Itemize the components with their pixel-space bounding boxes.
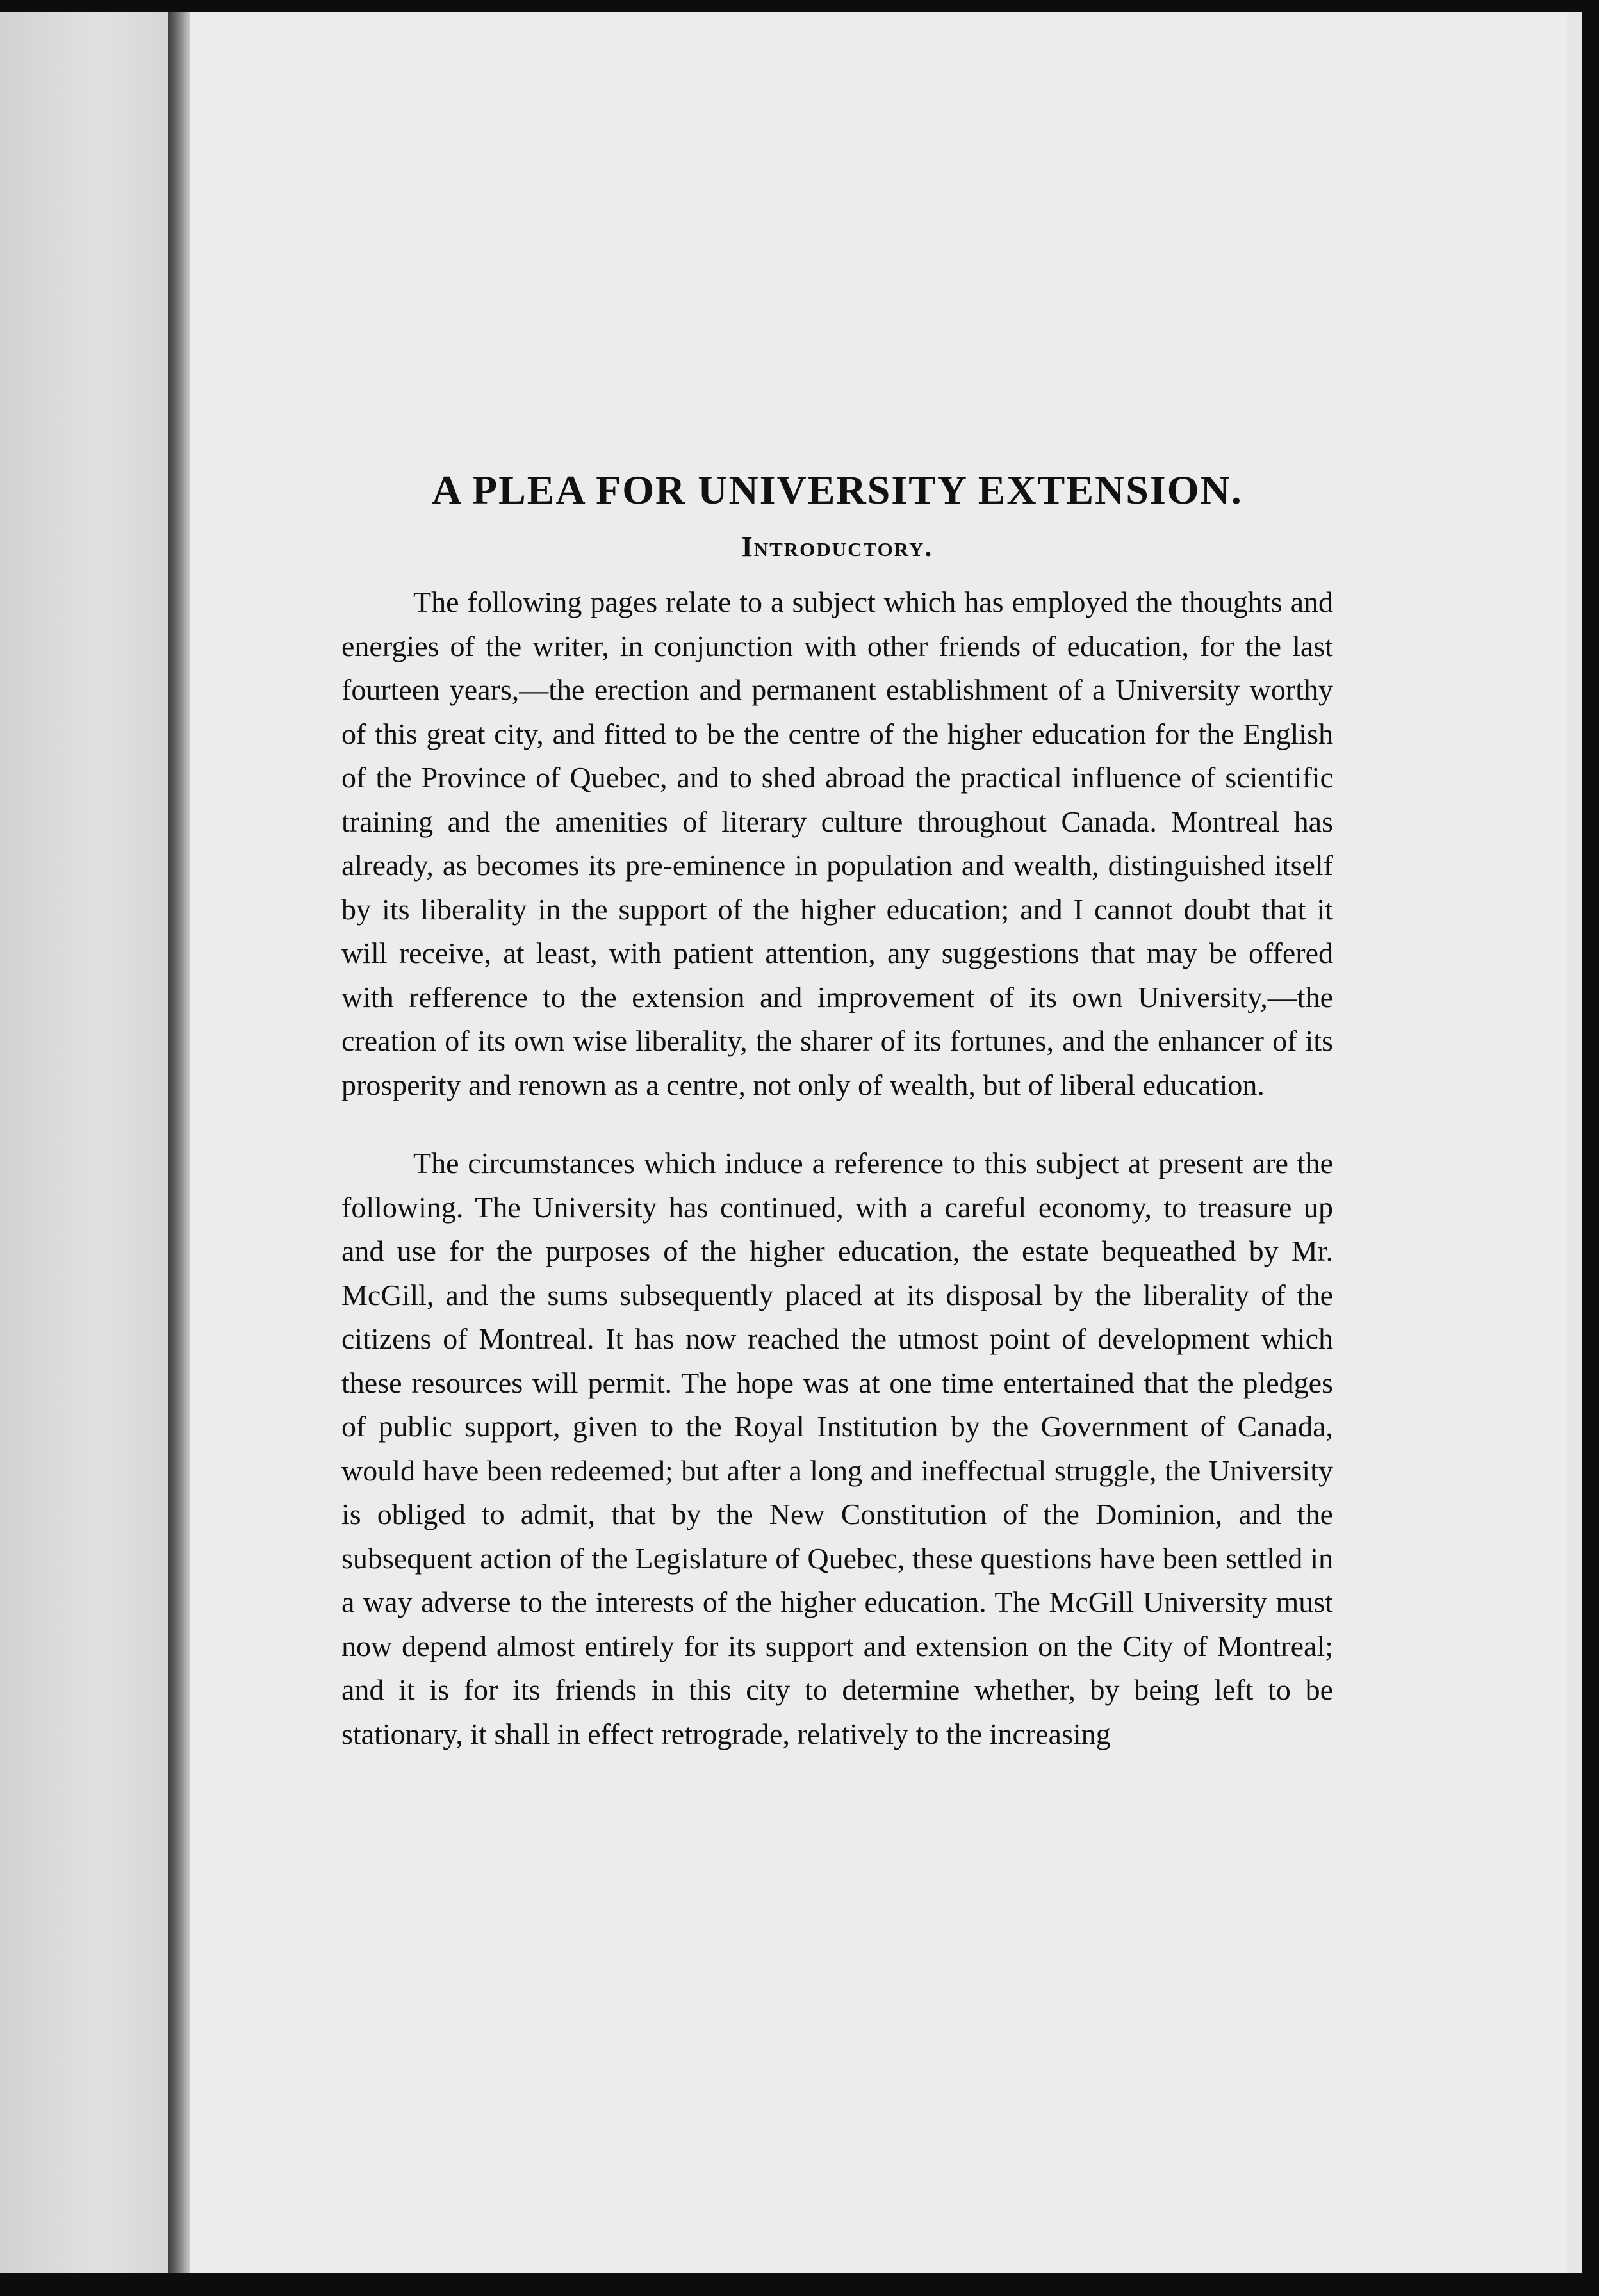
page-content — [341, 461, 1333, 1756]
paragraph-2: The circumstances which induce a reference to this subject at present are the following. The University has continued, with a careful economy, to treasure up and use for the purposes of the higher education, the estate bequeathed by Mr. McGill, and the sums subsequently placed at its disposal by the liberality of the citizens of Montreal. It has now reached the utmost point of development which these resources will permit. The hope was at one time entertained that the pledges of public support, given to the Royal Institution by the Government of Canada, would have been redeemed; but after a long and ineffectual struggle, the University is obliged to admit, that by the New Constitution of the Dominion, and the subsequent action of the Legislature of Quebec, these questions have been settled in a way adverse to the interests of the higher education. The McGill University must now depend almost entirely for its support and extension on the City of Montreal; and it is for its friends in this city to determine whether, by being left to be stationary, it shall in effect retrograde, relatively to the increasing — [341, 1147, 1333, 1750]
binding-shadow — [168, 12, 190, 2292]
paragraph-1: The following pages relate to a subject which has employed the thoughts and energies of the writer, in conjunction with other friends of education, for the last fourteen years,—the erection and permanent establishment of a University worthy of this great city, and fitted to be the centre of the higher education for the English of the Province of Quebec, and to shed abroad the practical influence of scientific training and the amenities of literary culture throughout Canada. Montreal has already, as becomes its pre-eminence in population and wealth, distinguished itself by its liberality in the support of the higher education; and I cannot doubt that it will receive, at least, with patient attention, any suggestions that may be offered with refference to the extension and improvement of its own University,—the creation of its own wise liberality, the sharer of its fortunes, and the enhancer of its prosperity and renown as a centre, not only of wealth, but of liberal education. — [341, 586, 1333, 1101]
right-border — [1582, 0, 1599, 2296]
bottom-border — [0, 2273, 1599, 2296]
page-title: A PLEA FOR UNIVERSITY EXTENSION. — [432, 467, 1243, 512]
section-heading: Introductory. — [741, 531, 933, 562]
left-page-edge — [0, 12, 168, 2292]
